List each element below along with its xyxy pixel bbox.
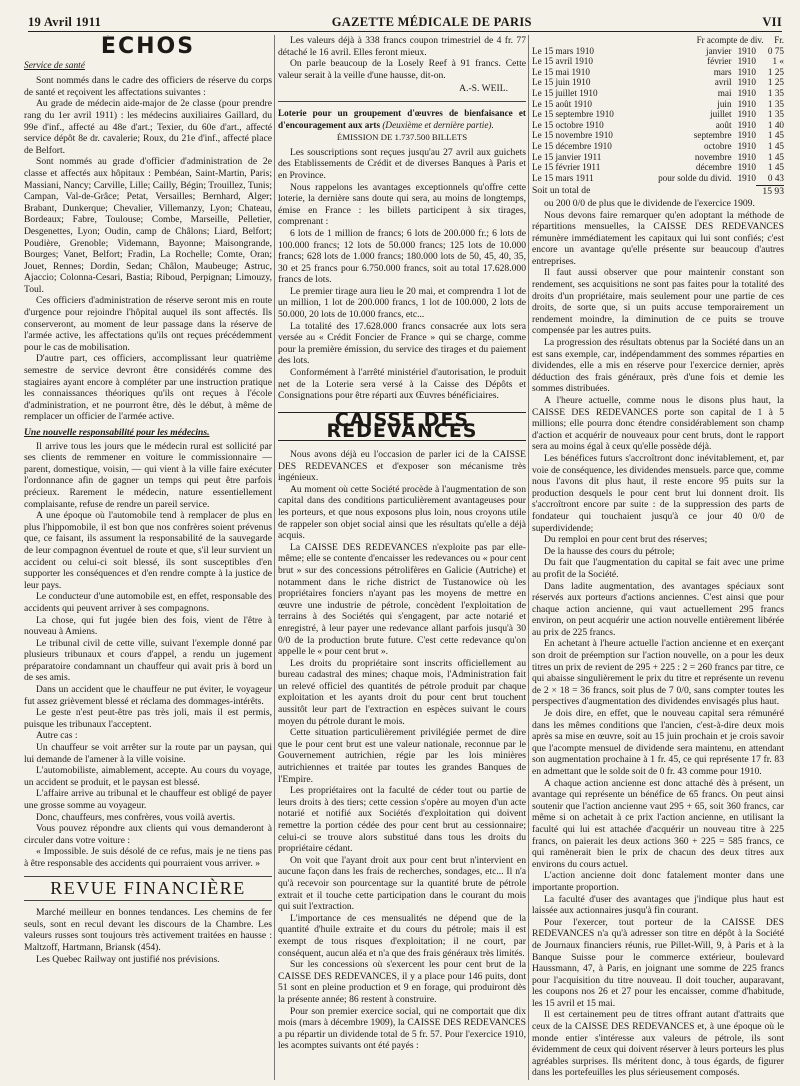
paragraph: Au grade de médecin aide-major de 2e classe (pour prendre rang du 1er avril 1911) : les médecins auxiliaires Gaillard, du 99e d'inf., affecté au 48e d'art.; Texier, du 60e d'art., affecté service dépôt 8e dr. cavalerie; Roux, du 21e d'inf., affecté place de Belfort. <box>24 98 272 156</box>
caisse-des-redevances-title: CAISSE DES REDEVANCES <box>278 412 526 441</box>
paragraph: Pour l'exercer, tout porteur de la CAISSE DES REDEVANCES n'a qu'à adresser son titre en dépôt à la Société de Journaux financiers réunis, rue Pillet-Will, 9, à Paris et à la Banque Suisse pour le commerce extérieur, boulevard Haussmann, 47, à Paris, en joignant une somme de 225 francs pour l'acquisition du titre nouveau. Il doit toucher, auparavant, les coupons nos 26 et 27 pour les encaisser, comme d'habitude, les 15 avril et 15 mai. <box>532 916 784 1009</box>
paragraph: La faculté d'user des avantages que j'indique plus haut est laissée aux actionnaires jusqu'à fin courant. <box>532 893 784 917</box>
paragraph: A l'heure actuelle, comme nous le disons plus haut, la CAISSE DES REDEVANCES porte son capital de 1 à 5 millions; elle pourra donc étendre considérablement son champ d'action et acquérir de nouveaux pour cent bruts, dont le rapport sera au moins égal à ceux qu'elle possède déjà. <box>532 395 784 453</box>
dividend-amount: 0 75 <box>767 45 784 56</box>
dividend-period: décembre <box>695 162 732 173</box>
dividend-period: pour solde du divid. <box>658 172 732 183</box>
paragraph: Sont nommés au grade d'officier d'administration de 2e classe et affectés aux hôpitaux : Pembéan, Saint-Martin, Paris; Massiani, Nancy; Carville, Lille; Cailly, Bégin; Trouillez, Tunis; Campan, Val-de-Grâce; Petat, Versailles; Bernhard, Alger; Brabant, Dunkerque; Chevalier, Villemanzy, Lyon; Chateau, Bordeaux; Fabre, Toulouse; Combe, Marseille, Pelletier, Desgenettes, Lyon; Oudin, camp de Châlons; Liard, Belfort; Poudière, Grenoble; Videmann, Bayonne; Maisongrande, Bourges; Vanet, Belfort; Fradin, La Rochelle; Comte, Oran; Jouet, Rennes; Dordin, Sedan; Châlon, Maubeuge; Astruc, Ajaccio; Colonna-Cesari, Bastia; Riboud, Perpignan; Limouzy, Toul. <box>24 156 272 295</box>
loterie-heading-sub: (Deuxième et dernière partie). <box>382 119 494 130</box>
paragraph: Le premier tirage aura lieu le 20 mai, et comprendra 1 lot de un million, 1 lot de 200.000 francs, 1 lot de 100.000, 2 lots de 50.000, 20 lots de 10.000 francs, etc... <box>278 285 526 321</box>
dividend-period: mai <box>717 87 732 98</box>
paragraph: De la hausse des cours du pétrole; <box>544 545 675 557</box>
dividend-year: 1910 <box>737 151 756 162</box>
dividend-date: Le 15 octobre 1910 <box>532 119 604 130</box>
paragraph: L'automobiliste, aimablement, accepte. Au cours du voyage, un accident se produit, et le paysan est blessé. <box>24 765 272 788</box>
dividend-amount: 1 35 <box>767 98 784 109</box>
paragraph: Pour son premier exercice social, qui ne comportait que dix mois (mars à décembre 1909), la CAISSE DES REDEVANCES a pu répartir un dividende total de 5 fr. 57. Pour l'exercice 1910, les acomptes suivants ont été payés : <box>278 1005 526 1052</box>
dividend-amount: 0 43 <box>767 172 784 183</box>
dividend-year: 1910 <box>737 98 756 109</box>
paragraph: Nous rappelons les avantages exceptionnels qu'offre cette loterie, la dernière sans doute qui sera, au moins de longtemps, émise en France : les billets participent à six tirages, comprenant : <box>278 181 526 228</box>
paragraph: Il faut aussi observer que pour maintenir constant son rendement, ses acquisitions ne sont pas faites pour la totalité des droits d'un propriétaire, mais seulement pour une partie de ces droits, de sorte que, si un puits accuse temporairement un rendement moindre, la diminution de ce puits se trouve compensée par les autres puits. <box>532 267 784 337</box>
dividend-period: février <box>707 56 732 67</box>
dividend-table-header <box>532 35 784 46</box>
table-row <box>532 120 784 131</box>
paragraph: Marché meilleur en bonnes tendances. Les chemins de fer seuls, sont en recul devant les discours de la Chambre. Les valeurs russes sont toujours très activement traitées en hausse : Maltzoff, Hartmann, Briansk (454). <box>24 907 272 953</box>
table-row <box>532 130 784 141</box>
table-row <box>532 88 784 99</box>
paragraph: L'affaire arrive au tribunal et le chauffeur est obligé de payer une grosse somme au voyageur. <box>24 788 272 811</box>
section-divider <box>24 900 272 901</box>
dividend-header-label: Fr acompte de div. <box>696 35 764 45</box>
paragraph: « Impossible. Je suis désolé de ce refus, mais je ne tiens pas à être responsable des accidents qui pourraient vous arriver. » <box>24 846 272 869</box>
dividend-year: 1910 <box>737 56 756 67</box>
paragraph: Donc, chauffeurs, mes confrères, vous voilà avertis. <box>36 811 236 823</box>
paragraph: La progression des résultats obtenus par la Société dans un an est sans exemple, car, indépendamment des sommes réparties en dividendes, elle a mis en réserve pour l'exercice dernier, après déduction des frais généraux, près d'une fois et demie les sommes distribuées. <box>532 337 784 395</box>
paragraph: Un chauffeur se voit arrêter sur la route par un paysan, qui lui demande de l'amener à la ville voisine. <box>24 742 272 765</box>
dividend-period: octobre <box>704 140 732 151</box>
dividend-year: 1910 <box>737 45 756 56</box>
paragraph: Les valeurs déjà à 338 francs coupon trimestriel de 4 fr. 77 détaché le 16 avril. Elles feront mieux. <box>278 35 526 58</box>
loterie-heading <box>278 108 526 131</box>
paragraph: Les droits du propriétaire sont inscrits officiellement au bureau cadastral des mines; chaque mois, l'Administration fait un relevé officiel des quantités de pétrole produit par chaque exploitation et les ayants droit du pour cent brut touchent aussitôt leur part de l'extraction en espèces suivant le cours moyen du pétrole durant le mois. <box>278 657 526 727</box>
paragraph: Le conducteur d'une automobile est, en effet, responsable des accidents qui peuvent arriver à ses compagnons. <box>24 591 272 614</box>
paragraph: Vous pouvez répondre aux clients qui vous demanderont à circuler dans votre voiture : <box>24 823 272 846</box>
paragraph: Du remploi en pour cent brut des réserves; <box>544 534 708 546</box>
dividend-period: août <box>715 119 732 130</box>
loterie-heading-main: Loterie pour un groupement d'œuvres de bienfaisance et d'encouragement aux arts <box>278 107 526 130</box>
paragraph: Les Quebec Railway ont justifié nos prévisions. <box>36 953 220 965</box>
table-row <box>532 141 784 152</box>
paragraph: D'autre part, ces officiers, accomplissant leur quatrième semestre de service devront être considérés comme des stagiaires ayant encore à compléter par une instruction pratique les connaissances théoriques qu'ils ont reçues à l'école d'administration, et ne pourront être, dès le début, à même de remplacer un officier de l'armée active. <box>24 353 272 423</box>
paragraph: Il arrive tous les jours que le médecin rural est sollicité par ses clients de remmener en voiture le commissionnaire — parent, domestique, voisin, — qui vient à la ville faire exécuter l'ordonnance afin de gagner un temps qui peut être parfois précieux. Rarement le médecin, nature essentiellement complaisante, refuse de rendre un pareil service. <box>24 440 272 510</box>
table-row <box>532 109 784 120</box>
dividend-date: Le 15 mars 1911 <box>532 172 594 183</box>
echos-title: ÉCHOS <box>100 35 196 59</box>
dividend-date: Le 15 juillet 1910 <box>532 87 598 98</box>
table-row <box>532 173 784 184</box>
dividend-amount: 1 45 <box>767 151 784 162</box>
dividend-period: septembre <box>693 130 732 141</box>
paragraph: Nous devons faire remarquer qu'en adoptant la méthode de répartitions mensuelles, la CAISSE DES REDEVANCES rémunère immédiatement les capitaux qui lui sont confiés; c'est encore un avantage qu'elle présente sur beaucoup d'autres entreprises. <box>532 209 784 267</box>
dividend-date: Le 15 janvier 1911 <box>532 151 602 162</box>
dividend-amount: 1 40 <box>767 119 784 130</box>
paragraph: A une époque où l'automobile tend à remplacer de plus en plus l'hippomobile, il est bon que nos confrères soient prévenus que, ce faisant, ils assument la responsabilité de la sauvegarde de leur compagnon éventuel de route et que, s'il leur survient un accident ou celui-ci soit blessé, ils sont susceptibles d'en supporter les conséquences et d'en rendre compte à la justice de leur pays. <box>24 510 272 591</box>
dividend-total <box>532 185 784 198</box>
paragraph: Du fait que l'augmentation du capital se fait avec une prime au profit de la Société. <box>532 557 784 580</box>
dividend-year: 1910 <box>737 140 756 151</box>
dividend-year: 1910 <box>737 119 756 130</box>
paragraph: Au moment où cette Société procède à l'augmentation de son capital dans des conditions particulièrement avantageuses pour les porteurs, et que nous exposons plus loin, nous croyons utile de rappeler son objet social ainsi que les résultats qu'elle a déjà acquis. <box>278 483 526 542</box>
paragraph: Ces officiers d'administration de réserve seront mis en route d'urgence pour rejoindre l'hôpital auquel ils sont affectés. Ils conserveront, au moment de leur passage dans la réserve de l'armée active, les affectations qu'ils ont reçues précédemment pour le cas de mobilisation. <box>24 295 272 353</box>
dividend-header-fr: Fr. <box>774 35 784 45</box>
dividend-year: 1910 <box>737 87 756 98</box>
dividend-period: mars <box>713 66 732 77</box>
dividend-year: 1910 <box>737 162 756 173</box>
section-divider <box>278 101 526 102</box>
table-row <box>532 152 784 163</box>
paragraph: Nous avons déjà eu l'occasion de parler ici de la CAISSE DES REDEVANCES et d'exposer son mécanisme très ingénieux. <box>278 449 526 484</box>
paragraph: Le geste n'est peut-être pas très joli, mais il est permis, puisque les tribunaux l'acceptent. <box>24 707 272 730</box>
dividend-date: Le 15 novembre 1910 <box>532 130 613 141</box>
dividend-period: avril <box>714 77 732 88</box>
dividend-period: juillet <box>710 109 732 120</box>
paragraph: 6 lots de 1 million de francs; 6 lots de 200.000 fr.; 6 lots de 100.000 francs; 12 lots de 50.000 francs; 125 lots de 10.000 francs; 628 lots de 1.000 francs; 180.000 lots de 50, 45, 40, 35, 30 et 25 francs pour 6.750.000 francs, soit au total 17.628.000 francs de lots. <box>278 227 526 286</box>
dividend-table <box>532 35 784 183</box>
dividend-amount: 1 25 <box>767 77 784 88</box>
paragraph: Je dois dire, en effet, que le nouveau capital sera rémunéré dans les mêmes conditions que l'ancien, c'est-à-dire deux mois après sa mise en œuvre, soit au 15 juin prochain et je crois savoir que l'acompte mensuel de dividende sera maintenu, en attendant son augmentation prochaine à 1 fr. 45, ce qui représente 17 fr. 83 en admettant que le solde soit de 0 fr. 43 comme pour 1910. <box>532 708 784 777</box>
paragraph: ou 200 0/0 de plus que le dividende de l'exercice 1909. <box>544 197 755 209</box>
paragraph: Sur les concessions où s'exercent les pour cent brut de la CAISSE DES REDEVANCES, il y a place pour 146 puits, dont 51 sont en pleine production et 9 en forage, qui produiront dès la présente année; 86 restent à construire. <box>278 959 526 1005</box>
paragraph: Conformément à l'arrêté ministériel d'autorisation, le produit net de la Loterie sera versé à la Caisse des Dépôts et Consignations pour être réparti aux Œuvres bénéficiaires. <box>278 367 526 402</box>
dividend-period: novembre <box>694 151 732 162</box>
section-divider <box>24 876 272 877</box>
dividend-total-value: 15 93 <box>756 185 784 198</box>
dividend-date: Le 15 mars 1910 <box>532 45 595 56</box>
paragraph: En achetant à l'heure actuelle l'action ancienne et en exerçant son droit de préemption sur l'action nouvelle, on a pour les deux titres un prix de revient de 295 + 225 : 2 = 260 francs par titre, ce qui abaisse singulièrement le prix du titre et représente un revenu de 2 × 18 = 36 francs, soit plus de 7 0/0, sans compter toutes les perspectives d'augmentation des dividendes envisagés plus haut. <box>532 638 784 708</box>
dividend-date: Le 15 avril 1910 <box>532 56 593 67</box>
dividend-amount: 1 « <box>772 56 784 67</box>
dividend-period: juin <box>717 98 732 109</box>
emission-line: ÉMISSION DE 1.737.500 BILLETS <box>336 132 468 143</box>
paragraph: A chaque action ancienne est donc attaché dès à présent, un avantage qui représente un bénéfice de 65 francs. On peut ainsi soutenir que l'action ancienne vaut 295 + 65, soit 360 francs, car même si on achetait à ce prix l'action ancienne, en utilisant la faculté qui lui est attachée d'acquérir un nouveau titre à 225 francs, on paierait les deux actions 360 + 225 = 585 francs, ce qui ramènerait bien le prix de chacun des deux titres aux environs du cours actuel. <box>532 777 784 870</box>
echos-subheading-sante: Service de santé <box>24 60 85 71</box>
journal-title: GAZETTE MÉDICALE DE PARIS <box>331 15 532 29</box>
revue-financiere-title: REVUE FINANCIÈRE <box>50 877 246 898</box>
table-row <box>532 56 784 67</box>
dividend-amount: 1 45 <box>767 162 784 173</box>
dividend-year: 1910 <box>737 77 756 88</box>
issue-date: 19 Avril 1911 <box>28 15 102 29</box>
paragraph: Les souscriptions sont reçues jusqu'au 27 avril aux guichets des Etablissements de Crédit et de diverses Banques à Paris et en Province. <box>278 146 526 181</box>
dividend-amount: 1 45 <box>767 140 784 151</box>
column-3 <box>532 35 784 1082</box>
table-row <box>532 67 784 78</box>
paragraph: Les propriétaires ont la faculté de céder tout ou partie de leurs droits à des tiers; cette cession s'opère au moyen d'un acte notarié et notifié aux Sociétés d'exploitation qui doivent remettre la portion cédée des pour cent brut au cessionnaire; celui-ci se trouve alors substitué dans tous les droits du propriétaire cédant. <box>278 785 526 855</box>
dividend-year: 1910 <box>737 130 756 141</box>
paragraph: Sont nommés dans le cadre des officiers de réserve du corps de santé et reçoivent les affectations suivantes : <box>24 75 272 98</box>
dividend-date: Le 15 juin 1910 <box>532 77 591 88</box>
paragraph: La totalité des 17.628.000 francs consacrée aux lots sera versée au « Crédit Foncier de France » qui se charge, comme pour la première émission, du service des tirages et du paiement des lots. <box>278 320 526 367</box>
table-row <box>532 46 784 57</box>
dividend-date: Le 15 février 1911 <box>532 162 601 173</box>
dividend-date: Le 15 mai 1910 <box>532 66 590 77</box>
dividend-amount: 1 35 <box>767 87 784 98</box>
paragraph: Le tribunal civil de cette ville, suivant l'exemple donné par plusieurs tribunaux et cours d'appel, a rendu un jugement préparatoire condamnant un chauffeur qui avait pris à bord un de ses amis. <box>24 637 272 684</box>
dividend-year: 1910 <box>737 66 756 77</box>
table-row <box>532 77 784 88</box>
dividend-year: 1910 <box>737 109 756 120</box>
page-header <box>28 6 782 30</box>
dividend-year: 1910 <box>737 172 756 183</box>
paragraph: L'action ancienne doit donc fatalement monter dans une importante proportion. <box>532 870 784 893</box>
paragraph: Il est certainement peu de titres offrant autant d'attraits que ceux de la CAISSE DES REDEVANCES et, à une époque où le monde entier s'intéresse aux valeurs de pétrole, ils sont évidemment de ceux qui doivent réserver à leurs porteurs les plus agréables surprises. Ils méritent donc, à tous égards, de figurer dans les portefeuilles les plus sérieusement composés. <box>532 1009 784 1079</box>
paragraph: L'importance de ces mensualités ne dépend que de la quantité d'huile extraite et du cours du pétrole; mais il est exempt de tous risques d'exploitation; il ne court, par conséquent, aucun aléa et n'a que des frais généraux très limités. <box>278 912 526 959</box>
paragraph: On parle beaucoup de la Losely Reef à 91 francs. Cette valeur serait à la veille d'une hausse, dit-on. <box>278 58 526 81</box>
dividend-amount: 1 35 <box>767 109 784 120</box>
paragraph: Dans ladite augmentation, des avantages spéciaux sont réservés aux porteurs d'actions anciennes. C'est ainsi que pour chaque action ancienne, qui vaut actuellement 295 francs environ, on peut acquérir une action nouvelle entièrement libérée au prix de 225 francs. <box>532 580 784 638</box>
paragraph: Autre cas : <box>36 730 78 742</box>
dividend-total-label: Soit un total de <box>532 185 591 197</box>
page-number: VII <box>762 15 782 29</box>
table-row <box>532 162 784 173</box>
dividend-date: Le 15 décembre 1910 <box>532 140 612 151</box>
column-divider <box>528 35 529 1080</box>
column-1 <box>24 35 272 1082</box>
paragraph: La chose, qui fut jugée bien des fois, vient de l'être à nouveau à Amiens. <box>24 614 272 638</box>
paragraph: On voit que l'ayant droit aux pour cent brut n'intervient en aucune façon dans les frais de recherches, sondages, etc... Il n'a qu'à recevoir son pourcentage sur la quantité brute de pétrole extrait et il touche cette participation dans le courant du mois qui suit l'extraction. <box>278 854 526 913</box>
table-row <box>532 99 784 110</box>
dividend-amount: 1 45 <box>767 130 784 141</box>
header-rule <box>28 31 782 32</box>
dividend-amount: 1 25 <box>767 66 784 77</box>
echos-subheading-responsabilite: Une nouvelle responsabilité pour les médecins. <box>24 427 210 438</box>
paragraph: La CAISSE DES REDEVANCES n'exploite pas par elle-même; elle se contente d'encaisser les redevances ou « pour cent brut » sur des concessions pétrolifères en Galicie (Autriche) et notamment dans le riche district de Tustanowice où les propriétaires fonciers n'ayant pas les moyens de mettre en œuvre une industrie de pétrole, concèdent l'exploitation de terrains à des Sociétés qui s'engagent, par acte notarié et enregistré, à leur payer une redevance allant parfois jusqu'à 30 0/0 de la production brute future. C'est cette redevance qu'on appelle le « pour cent brut ». <box>278 541 526 658</box>
column-2 <box>278 35 526 1082</box>
author-signature: A.-S. WEIL. <box>459 83 508 95</box>
dividend-date: Le 15 septembre 1910 <box>532 109 614 120</box>
paragraph: Les bénéfices futurs s'accroîtront donc inévitablement, et, par voie de conséquence, les dividendes mensuels. parce que, comme nous l'avons dit plus haut, il reste encore 95 puits sur la production desquels le pour cent brut lui donnent droit. Ils s'accroîtront encore par suite : de la suppression des parts de fondateur qui touchaient jusqu'à ce jour 40 0/0 de superdividende; <box>532 452 784 534</box>
column-divider <box>274 35 275 1080</box>
dividend-date: Le 15 août 1910 <box>532 98 592 109</box>
paragraph: Cette situation particulièrement privilégiée permet de dire que le pour cent brut est une valeur nationale, reconnue par le Gouvernement autrichien, régie par les lois minières autrichiennes et traitée par toutes les grandes Banques de l'Empire. <box>278 727 526 785</box>
dividend-period: janvier <box>706 45 732 56</box>
paragraph: Dans un accident que le chauffeur ne put éviter, le voyageur fut assez grièvement blessé et réclama des dommages-intérêts. <box>24 684 272 707</box>
